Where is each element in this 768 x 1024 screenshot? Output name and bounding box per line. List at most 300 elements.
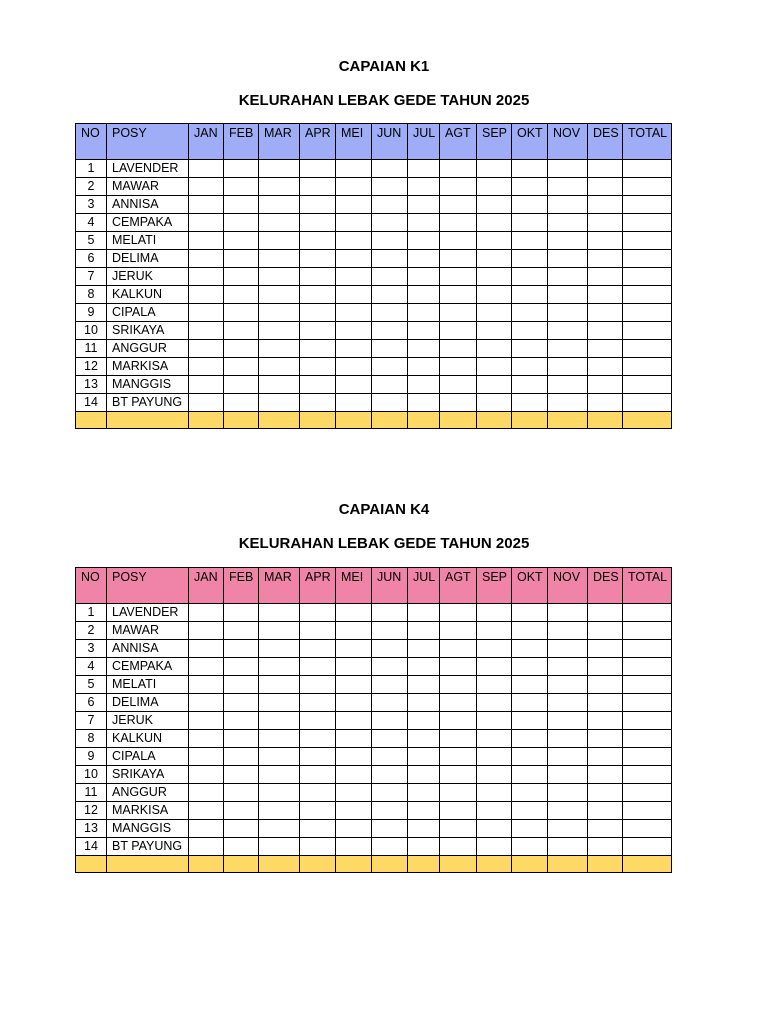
cell-des[interactable] xyxy=(588,658,623,676)
cell-mei[interactable] xyxy=(336,268,372,286)
cell-mar[interactable] xyxy=(259,640,300,658)
cell-sep[interactable] xyxy=(477,658,512,676)
cell-jul[interactable] xyxy=(408,358,440,376)
cell-mar[interactable] xyxy=(259,730,300,748)
cell-apr[interactable] xyxy=(300,304,336,322)
cell-mar[interactable] xyxy=(259,304,300,322)
cell-nov[interactable] xyxy=(548,178,588,196)
cell-feb[interactable] xyxy=(224,394,259,412)
cell-jan[interactable] xyxy=(189,838,224,856)
cell-feb[interactable] xyxy=(224,160,259,178)
cell-total[interactable] xyxy=(623,196,672,214)
cell-jan[interactable] xyxy=(189,676,224,694)
cell-feb[interactable] xyxy=(224,658,259,676)
cell-apr[interactable] xyxy=(300,658,336,676)
cell-total[interactable] xyxy=(623,838,672,856)
cell-total[interactable] xyxy=(623,394,672,412)
cell-total[interactable] xyxy=(623,622,672,640)
cell-apr[interactable] xyxy=(300,604,336,622)
cell-mar[interactable] xyxy=(259,784,300,802)
cell-feb[interactable] xyxy=(224,322,259,340)
cell-jul[interactable] xyxy=(408,268,440,286)
total-cell[interactable] xyxy=(588,856,623,873)
cell-nov[interactable] xyxy=(548,358,588,376)
total-cell[interactable] xyxy=(512,856,548,873)
cell-nov[interactable] xyxy=(548,820,588,838)
cell-nov[interactable] xyxy=(548,694,588,712)
cell-feb[interactable] xyxy=(224,232,259,250)
cell-feb[interactable] xyxy=(224,604,259,622)
cell-agt[interactable] xyxy=(440,286,477,304)
cell-mar[interactable] xyxy=(259,676,300,694)
cell-agt[interactable] xyxy=(440,658,477,676)
cell-nov[interactable] xyxy=(548,376,588,394)
cell-mar[interactable] xyxy=(259,766,300,784)
cell-okt[interactable] xyxy=(512,838,548,856)
cell-total[interactable] xyxy=(623,376,672,394)
cell-agt[interactable] xyxy=(440,766,477,784)
cell-nov[interactable] xyxy=(548,802,588,820)
cell-jun[interactable] xyxy=(372,160,408,178)
cell-des[interactable] xyxy=(588,802,623,820)
total-cell[interactable] xyxy=(224,412,259,429)
total-cell[interactable] xyxy=(336,412,372,429)
cell-feb[interactable] xyxy=(224,376,259,394)
cell-total[interactable] xyxy=(623,250,672,268)
cell-total[interactable] xyxy=(623,676,672,694)
cell-des[interactable] xyxy=(588,232,623,250)
cell-apr[interactable] xyxy=(300,232,336,250)
cell-feb[interactable] xyxy=(224,214,259,232)
total-cell[interactable] xyxy=(372,412,408,429)
total-cell[interactable] xyxy=(189,412,224,429)
cell-total[interactable] xyxy=(623,214,672,232)
cell-okt[interactable] xyxy=(512,694,548,712)
cell-agt[interactable] xyxy=(440,340,477,358)
cell-des[interactable] xyxy=(588,748,623,766)
cell-des[interactable] xyxy=(588,214,623,232)
cell-nov[interactable] xyxy=(548,730,588,748)
cell-jul[interactable] xyxy=(408,838,440,856)
cell-okt[interactable] xyxy=(512,268,548,286)
cell-jun[interactable] xyxy=(372,268,408,286)
cell-nov[interactable] xyxy=(548,322,588,340)
cell-nov[interactable] xyxy=(548,766,588,784)
total-cell[interactable] xyxy=(440,412,477,429)
cell-jan[interactable] xyxy=(189,196,224,214)
cell-apr[interactable] xyxy=(300,748,336,766)
cell-jun[interactable] xyxy=(372,622,408,640)
cell-apr[interactable] xyxy=(300,196,336,214)
total-cell[interactable] xyxy=(76,856,107,873)
cell-feb[interactable] xyxy=(224,694,259,712)
cell-apr[interactable] xyxy=(300,622,336,640)
cell-mar[interactable] xyxy=(259,250,300,268)
cell-okt[interactable] xyxy=(512,196,548,214)
cell-mei[interactable] xyxy=(336,376,372,394)
cell-total[interactable] xyxy=(623,304,672,322)
cell-jun[interactable] xyxy=(372,178,408,196)
cell-sep[interactable] xyxy=(477,358,512,376)
cell-nov[interactable] xyxy=(548,286,588,304)
cell-des[interactable] xyxy=(588,604,623,622)
cell-jan[interactable] xyxy=(189,178,224,196)
total-cell[interactable] xyxy=(300,412,336,429)
cell-apr[interactable] xyxy=(300,676,336,694)
cell-sep[interactable] xyxy=(477,802,512,820)
cell-mar[interactable] xyxy=(259,376,300,394)
cell-mar[interactable] xyxy=(259,658,300,676)
cell-nov[interactable] xyxy=(548,784,588,802)
cell-nov[interactable] xyxy=(548,748,588,766)
cell-mar[interactable] xyxy=(259,178,300,196)
cell-okt[interactable] xyxy=(512,178,548,196)
cell-des[interactable] xyxy=(588,712,623,730)
cell-jul[interactable] xyxy=(408,232,440,250)
cell-mei[interactable] xyxy=(336,604,372,622)
cell-jul[interactable] xyxy=(408,676,440,694)
cell-feb[interactable] xyxy=(224,196,259,214)
cell-jul[interactable] xyxy=(408,694,440,712)
cell-mei[interactable] xyxy=(336,694,372,712)
total-cell[interactable] xyxy=(107,856,189,873)
cell-jan[interactable] xyxy=(189,214,224,232)
cell-des[interactable] xyxy=(588,820,623,838)
cell-des[interactable] xyxy=(588,784,623,802)
cell-agt[interactable] xyxy=(440,802,477,820)
cell-okt[interactable] xyxy=(512,784,548,802)
cell-apr[interactable] xyxy=(300,694,336,712)
cell-jun[interactable] xyxy=(372,820,408,838)
total-cell[interactable] xyxy=(548,412,588,429)
cell-jun[interactable] xyxy=(372,604,408,622)
cell-sep[interactable] xyxy=(477,622,512,640)
cell-jun[interactable] xyxy=(372,394,408,412)
cell-agt[interactable] xyxy=(440,394,477,412)
cell-des[interactable] xyxy=(588,838,623,856)
cell-total[interactable] xyxy=(623,766,672,784)
cell-total[interactable] xyxy=(623,322,672,340)
total-cell[interactable] xyxy=(76,412,107,429)
cell-sep[interactable] xyxy=(477,748,512,766)
cell-jan[interactable] xyxy=(189,358,224,376)
cell-des[interactable] xyxy=(588,322,623,340)
cell-des[interactable] xyxy=(588,286,623,304)
cell-agt[interactable] xyxy=(440,640,477,658)
cell-feb[interactable] xyxy=(224,748,259,766)
cell-nov[interactable] xyxy=(548,604,588,622)
cell-feb[interactable] xyxy=(224,358,259,376)
cell-total[interactable] xyxy=(623,712,672,730)
cell-jun[interactable] xyxy=(372,322,408,340)
cell-jul[interactable] xyxy=(408,394,440,412)
cell-okt[interactable] xyxy=(512,820,548,838)
cell-jan[interactable] xyxy=(189,286,224,304)
cell-okt[interactable] xyxy=(512,250,548,268)
total-cell[interactable] xyxy=(548,856,588,873)
cell-jan[interactable] xyxy=(189,784,224,802)
cell-mar[interactable] xyxy=(259,394,300,412)
cell-sep[interactable] xyxy=(477,304,512,322)
cell-des[interactable] xyxy=(588,178,623,196)
cell-nov[interactable] xyxy=(548,196,588,214)
cell-jan[interactable] xyxy=(189,250,224,268)
cell-jul[interactable] xyxy=(408,802,440,820)
cell-nov[interactable] xyxy=(548,394,588,412)
cell-sep[interactable] xyxy=(477,820,512,838)
cell-sep[interactable] xyxy=(477,196,512,214)
cell-jul[interactable] xyxy=(408,376,440,394)
cell-mar[interactable] xyxy=(259,802,300,820)
cell-mei[interactable] xyxy=(336,250,372,268)
cell-apr[interactable] xyxy=(300,178,336,196)
total-cell[interactable] xyxy=(224,856,259,873)
cell-des[interactable] xyxy=(588,250,623,268)
cell-jun[interactable] xyxy=(372,784,408,802)
cell-jan[interactable] xyxy=(189,730,224,748)
cell-mei[interactable] xyxy=(336,394,372,412)
cell-jun[interactable] xyxy=(372,712,408,730)
total-cell[interactable] xyxy=(408,412,440,429)
cell-agt[interactable] xyxy=(440,160,477,178)
cell-agt[interactable] xyxy=(440,604,477,622)
total-cell[interactable] xyxy=(336,856,372,873)
cell-total[interactable] xyxy=(623,784,672,802)
cell-mar[interactable] xyxy=(259,268,300,286)
cell-feb[interactable] xyxy=(224,712,259,730)
cell-jan[interactable] xyxy=(189,232,224,250)
cell-jun[interactable] xyxy=(372,340,408,358)
cell-apr[interactable] xyxy=(300,784,336,802)
cell-okt[interactable] xyxy=(512,232,548,250)
cell-des[interactable] xyxy=(588,196,623,214)
cell-agt[interactable] xyxy=(440,304,477,322)
cell-des[interactable] xyxy=(588,376,623,394)
cell-des[interactable] xyxy=(588,160,623,178)
cell-agt[interactable] xyxy=(440,784,477,802)
cell-jul[interactable] xyxy=(408,766,440,784)
cell-mei[interactable] xyxy=(336,640,372,658)
cell-apr[interactable] xyxy=(300,286,336,304)
cell-jan[interactable] xyxy=(189,802,224,820)
cell-okt[interactable] xyxy=(512,376,548,394)
cell-mei[interactable] xyxy=(336,340,372,358)
cell-total[interactable] xyxy=(623,358,672,376)
total-cell[interactable] xyxy=(259,412,300,429)
cell-mei[interactable] xyxy=(336,838,372,856)
cell-jul[interactable] xyxy=(408,820,440,838)
cell-mar[interactable] xyxy=(259,214,300,232)
cell-mei[interactable] xyxy=(336,304,372,322)
cell-mei[interactable] xyxy=(336,232,372,250)
cell-jan[interactable] xyxy=(189,268,224,286)
cell-mar[interactable] xyxy=(259,196,300,214)
cell-okt[interactable] xyxy=(512,340,548,358)
cell-jan[interactable] xyxy=(189,394,224,412)
cell-okt[interactable] xyxy=(512,766,548,784)
cell-sep[interactable] xyxy=(477,784,512,802)
cell-jun[interactable] xyxy=(372,730,408,748)
cell-jun[interactable] xyxy=(372,694,408,712)
cell-total[interactable] xyxy=(623,340,672,358)
cell-des[interactable] xyxy=(588,766,623,784)
cell-jul[interactable] xyxy=(408,340,440,358)
cell-sep[interactable] xyxy=(477,694,512,712)
cell-nov[interactable] xyxy=(548,640,588,658)
cell-nov[interactable] xyxy=(548,250,588,268)
cell-total[interactable] xyxy=(623,694,672,712)
cell-mei[interactable] xyxy=(336,196,372,214)
cell-total[interactable] xyxy=(623,748,672,766)
cell-nov[interactable] xyxy=(548,232,588,250)
cell-okt[interactable] xyxy=(512,286,548,304)
cell-jun[interactable] xyxy=(372,214,408,232)
cell-feb[interactable] xyxy=(224,640,259,658)
cell-agt[interactable] xyxy=(440,712,477,730)
cell-jun[interactable] xyxy=(372,376,408,394)
cell-agt[interactable] xyxy=(440,820,477,838)
cell-agt[interactable] xyxy=(440,268,477,286)
cell-jun[interactable] xyxy=(372,358,408,376)
cell-jan[interactable] xyxy=(189,304,224,322)
cell-sep[interactable] xyxy=(477,214,512,232)
total-cell[interactable] xyxy=(623,412,672,429)
cell-jul[interactable] xyxy=(408,178,440,196)
cell-mar[interactable] xyxy=(259,604,300,622)
cell-jan[interactable] xyxy=(189,376,224,394)
cell-apr[interactable] xyxy=(300,250,336,268)
cell-mei[interactable] xyxy=(336,286,372,304)
cell-mar[interactable] xyxy=(259,232,300,250)
cell-jan[interactable] xyxy=(189,694,224,712)
cell-feb[interactable] xyxy=(224,250,259,268)
cell-sep[interactable] xyxy=(477,340,512,358)
cell-total[interactable] xyxy=(623,178,672,196)
total-cell[interactable] xyxy=(588,412,623,429)
cell-mar[interactable] xyxy=(259,340,300,358)
cell-agt[interactable] xyxy=(440,250,477,268)
cell-total[interactable] xyxy=(623,658,672,676)
cell-jan[interactable] xyxy=(189,160,224,178)
cell-okt[interactable] xyxy=(512,214,548,232)
cell-feb[interactable] xyxy=(224,304,259,322)
cell-mei[interactable] xyxy=(336,712,372,730)
cell-nov[interactable] xyxy=(548,304,588,322)
cell-sep[interactable] xyxy=(477,394,512,412)
cell-jul[interactable] xyxy=(408,730,440,748)
cell-total[interactable] xyxy=(623,160,672,178)
cell-mar[interactable] xyxy=(259,622,300,640)
cell-des[interactable] xyxy=(588,694,623,712)
total-cell[interactable] xyxy=(477,412,512,429)
cell-des[interactable] xyxy=(588,394,623,412)
cell-apr[interactable] xyxy=(300,766,336,784)
cell-jan[interactable] xyxy=(189,766,224,784)
cell-feb[interactable] xyxy=(224,766,259,784)
cell-mei[interactable] xyxy=(336,322,372,340)
cell-sep[interactable] xyxy=(477,268,512,286)
cell-jul[interactable] xyxy=(408,712,440,730)
cell-mei[interactable] xyxy=(336,820,372,838)
cell-mar[interactable] xyxy=(259,286,300,304)
cell-agt[interactable] xyxy=(440,232,477,250)
cell-okt[interactable] xyxy=(512,394,548,412)
cell-okt[interactable] xyxy=(512,730,548,748)
cell-agt[interactable] xyxy=(440,694,477,712)
cell-total[interactable] xyxy=(623,730,672,748)
cell-feb[interactable] xyxy=(224,802,259,820)
cell-nov[interactable] xyxy=(548,160,588,178)
cell-apr[interactable] xyxy=(300,640,336,658)
total-cell[interactable] xyxy=(408,856,440,873)
cell-feb[interactable] xyxy=(224,178,259,196)
cell-sep[interactable] xyxy=(477,712,512,730)
total-cell[interactable] xyxy=(512,412,548,429)
total-cell[interactable] xyxy=(107,412,189,429)
cell-total[interactable] xyxy=(623,802,672,820)
cell-jun[interactable] xyxy=(372,250,408,268)
cell-feb[interactable] xyxy=(224,820,259,838)
cell-sep[interactable] xyxy=(477,178,512,196)
cell-jan[interactable] xyxy=(189,604,224,622)
cell-jul[interactable] xyxy=(408,748,440,766)
cell-mei[interactable] xyxy=(336,622,372,640)
cell-mei[interactable] xyxy=(336,178,372,196)
cell-sep[interactable] xyxy=(477,250,512,268)
cell-jun[interactable] xyxy=(372,286,408,304)
cell-mei[interactable] xyxy=(336,748,372,766)
cell-okt[interactable] xyxy=(512,322,548,340)
cell-jan[interactable] xyxy=(189,322,224,340)
cell-nov[interactable] xyxy=(548,214,588,232)
cell-okt[interactable] xyxy=(512,358,548,376)
total-cell[interactable] xyxy=(623,856,672,873)
cell-mei[interactable] xyxy=(336,766,372,784)
cell-sep[interactable] xyxy=(477,604,512,622)
cell-jun[interactable] xyxy=(372,232,408,250)
cell-jan[interactable] xyxy=(189,820,224,838)
cell-apr[interactable] xyxy=(300,712,336,730)
cell-jun[interactable] xyxy=(372,838,408,856)
cell-sep[interactable] xyxy=(477,376,512,394)
cell-okt[interactable] xyxy=(512,802,548,820)
cell-total[interactable] xyxy=(623,604,672,622)
cell-des[interactable] xyxy=(588,676,623,694)
cell-sep[interactable] xyxy=(477,766,512,784)
cell-nov[interactable] xyxy=(548,340,588,358)
cell-jun[interactable] xyxy=(372,658,408,676)
cell-feb[interactable] xyxy=(224,784,259,802)
cell-apr[interactable] xyxy=(300,820,336,838)
cell-jun[interactable] xyxy=(372,676,408,694)
cell-feb[interactable] xyxy=(224,838,259,856)
cell-sep[interactable] xyxy=(477,322,512,340)
cell-jun[interactable] xyxy=(372,196,408,214)
cell-okt[interactable] xyxy=(512,658,548,676)
cell-agt[interactable] xyxy=(440,376,477,394)
cell-apr[interactable] xyxy=(300,358,336,376)
cell-agt[interactable] xyxy=(440,748,477,766)
cell-nov[interactable] xyxy=(548,712,588,730)
cell-mar[interactable] xyxy=(259,322,300,340)
cell-mei[interactable] xyxy=(336,784,372,802)
cell-feb[interactable] xyxy=(224,268,259,286)
cell-sep[interactable] xyxy=(477,730,512,748)
cell-okt[interactable] xyxy=(512,622,548,640)
cell-jun[interactable] xyxy=(372,766,408,784)
cell-mar[interactable] xyxy=(259,694,300,712)
cell-apr[interactable] xyxy=(300,730,336,748)
